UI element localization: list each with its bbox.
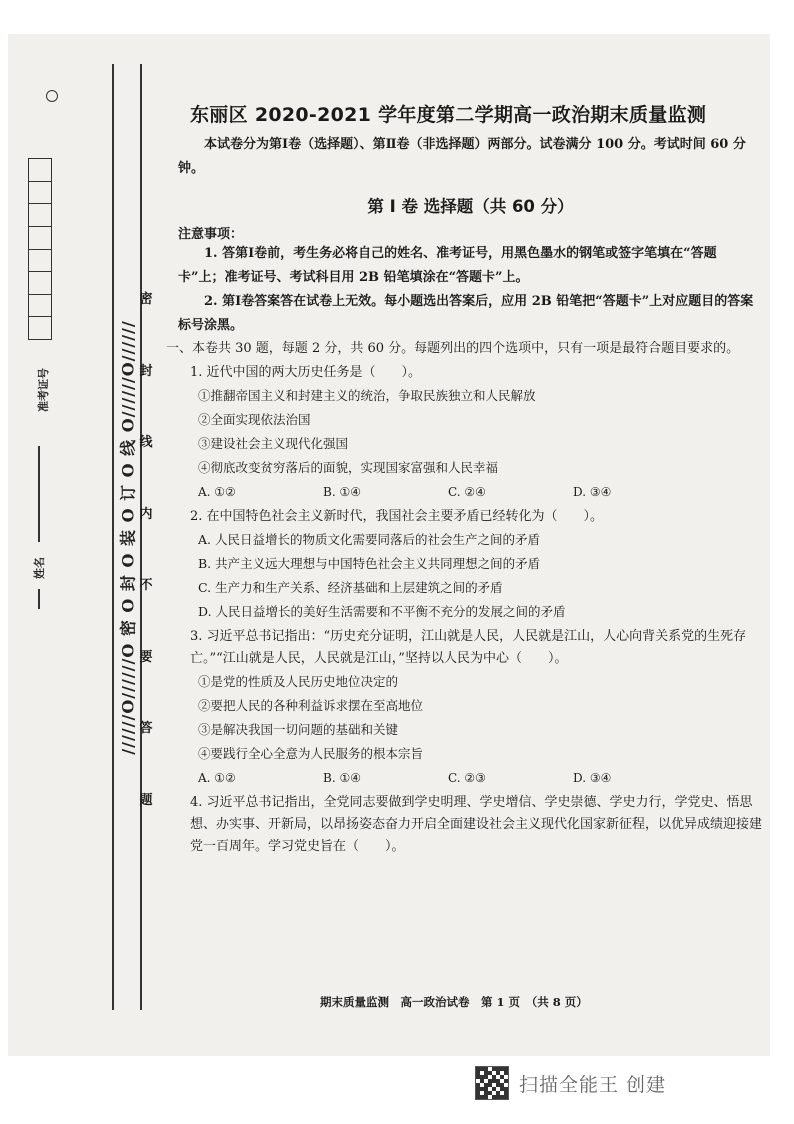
option-c: C. ②③ xyxy=(448,771,486,785)
question-stem: 4. 习近平总书记指出，全党同志要做到学史明理、学史增信、学史崇德、学史力行，学党史、悟思想、办实事、开新局，以昂扬姿态奋力开启全面建设社会主义现代化国家新征程，以优异成绩迎接建党一百周年。学习党史旨在（ ）。 xyxy=(190,795,763,854)
notice-char: 内 xyxy=(139,506,153,522)
notice-char: 线 xyxy=(139,435,153,451)
punch-hole-circle xyxy=(46,90,58,102)
name-label: 姓名 xyxy=(33,557,46,579)
statement: ④彻底改变贫穷落后的面貌，实现国家富强和人民幸福 xyxy=(198,460,499,475)
admission-number-boxes xyxy=(28,158,52,340)
statement: ①推翻帝国主义和封建主义的统治，争取民族独立和人民解放 xyxy=(198,388,536,403)
exam-title: 东丽区 2020-2021 学年度第二学期高一政治期末质量监测 xyxy=(190,104,707,126)
name-line xyxy=(38,589,40,609)
option-c: C. ②④ xyxy=(448,485,486,499)
option-b: B. 共产主义远大理想与中国特色社会主义共同理想之间的矛盾 xyxy=(198,556,541,571)
answer-options xyxy=(198,480,763,504)
option-b: B. ①④ xyxy=(323,485,361,499)
statement: ①是党的性质及人民历史地位决定的 xyxy=(198,674,399,689)
question-stem: 1. 近代中国的两大历史任务是（ ）。 xyxy=(190,365,422,380)
option-a: A. 人民日益增长的物质文化需要同落后的社会生产之间的矛盾 xyxy=(198,532,540,547)
exam-paper xyxy=(8,34,770,1056)
do-not-answer-notice xyxy=(132,288,160,808)
notice-item: 2. 第Ⅰ卷答案答在试卷上无效。每小题选出答案后，应用 2B 铅笔把“答题卡”上对应题目的答案标号涂黑。 xyxy=(178,294,754,333)
option-c: C. 生产力和生产关系、经济基础和上层建筑之间的矛盾 xyxy=(198,580,503,595)
statement: ③建设社会主义现代化强国 xyxy=(198,436,349,451)
question-stem: 2. 在中国特色社会主义新时代，我国社会主要矛盾已经转化为（ ）。 xyxy=(190,509,604,524)
question-3 xyxy=(178,626,763,790)
statement: ②全面实现依法治国 xyxy=(198,412,311,427)
section-title: 第 Ⅰ 卷 选择题（共 60 分） xyxy=(367,197,574,216)
statement: ②要把人民的各种利益诉求摆在至高地位 xyxy=(198,698,424,713)
qr-code-icon xyxy=(475,1066,509,1100)
notice-char: 要 xyxy=(139,649,153,665)
notice-char: 封 xyxy=(139,363,153,379)
question-4 xyxy=(178,792,763,858)
option-a: A. ①② xyxy=(198,771,236,785)
option-a: A. ①② xyxy=(198,485,236,499)
question-2 xyxy=(178,506,763,624)
notice-char: 题 xyxy=(139,792,153,808)
answer-options xyxy=(198,766,763,790)
exam-content xyxy=(166,100,763,858)
notice-item: 1. 答第Ⅰ卷前，考生务必将自己的姓名、准考证号，用黑色墨水的钢笔或签字笔填在“答题卡”上；准考证号、考试科目用 2B 铅笔填涂在“答题卡”上。 xyxy=(178,246,717,285)
option-d: D. ③④ xyxy=(573,771,612,785)
notice-char: 答 xyxy=(139,721,153,737)
admission-number-line xyxy=(38,446,40,542)
notice-label: 注意事项： xyxy=(178,227,244,242)
part-intro: 一、本卷共 30 题，每题 2 分，共 60 分。每题列出的四个选项中，只有一项是最符合题目要求的。 xyxy=(166,341,740,356)
scanner-watermark xyxy=(475,1066,666,1100)
question-1 xyxy=(178,362,763,504)
page-footer: 期末质量监测 高一政治试卷 第 1 页 （共 8 页） xyxy=(320,995,588,1009)
option-d: D. ③④ xyxy=(573,485,612,499)
notice-char: 不 xyxy=(139,578,153,594)
exam-intro: 本试卷分为第Ⅰ卷（选择题）、第Ⅱ卷（非选择题）两部分。试卷满分 100 分。考试时间 60 分钟。 xyxy=(178,137,746,176)
statement: ③是解决我国一切问题的基础和关键 xyxy=(198,722,399,737)
option-d: D. 人民日益增长的美好生活需要和不平衡不充分的发展之间的矛盾 xyxy=(198,604,566,619)
notice-char: 密 xyxy=(139,292,153,307)
admission-number-label: 准考证号 xyxy=(37,368,50,412)
question-stem: 3. 习近平总书记指出：“历史充分证明，江山就是人民，人民就是江山，人心向背关系党的生死存亡。”“江山就是人民，人民就是江山，”坚持以人民为中心（ ）。 xyxy=(190,629,747,666)
statement: ④要践行全心全意为人民服务的根本宗旨 xyxy=(198,746,424,761)
option-b: B. ①④ xyxy=(323,771,361,785)
seal-line-text: //////O//////O 密 O 封 O 装 O 订 O 线 O//////O////// xyxy=(118,319,138,755)
scanner-brand-text: 扫描全能王 创建 xyxy=(519,1073,667,1096)
